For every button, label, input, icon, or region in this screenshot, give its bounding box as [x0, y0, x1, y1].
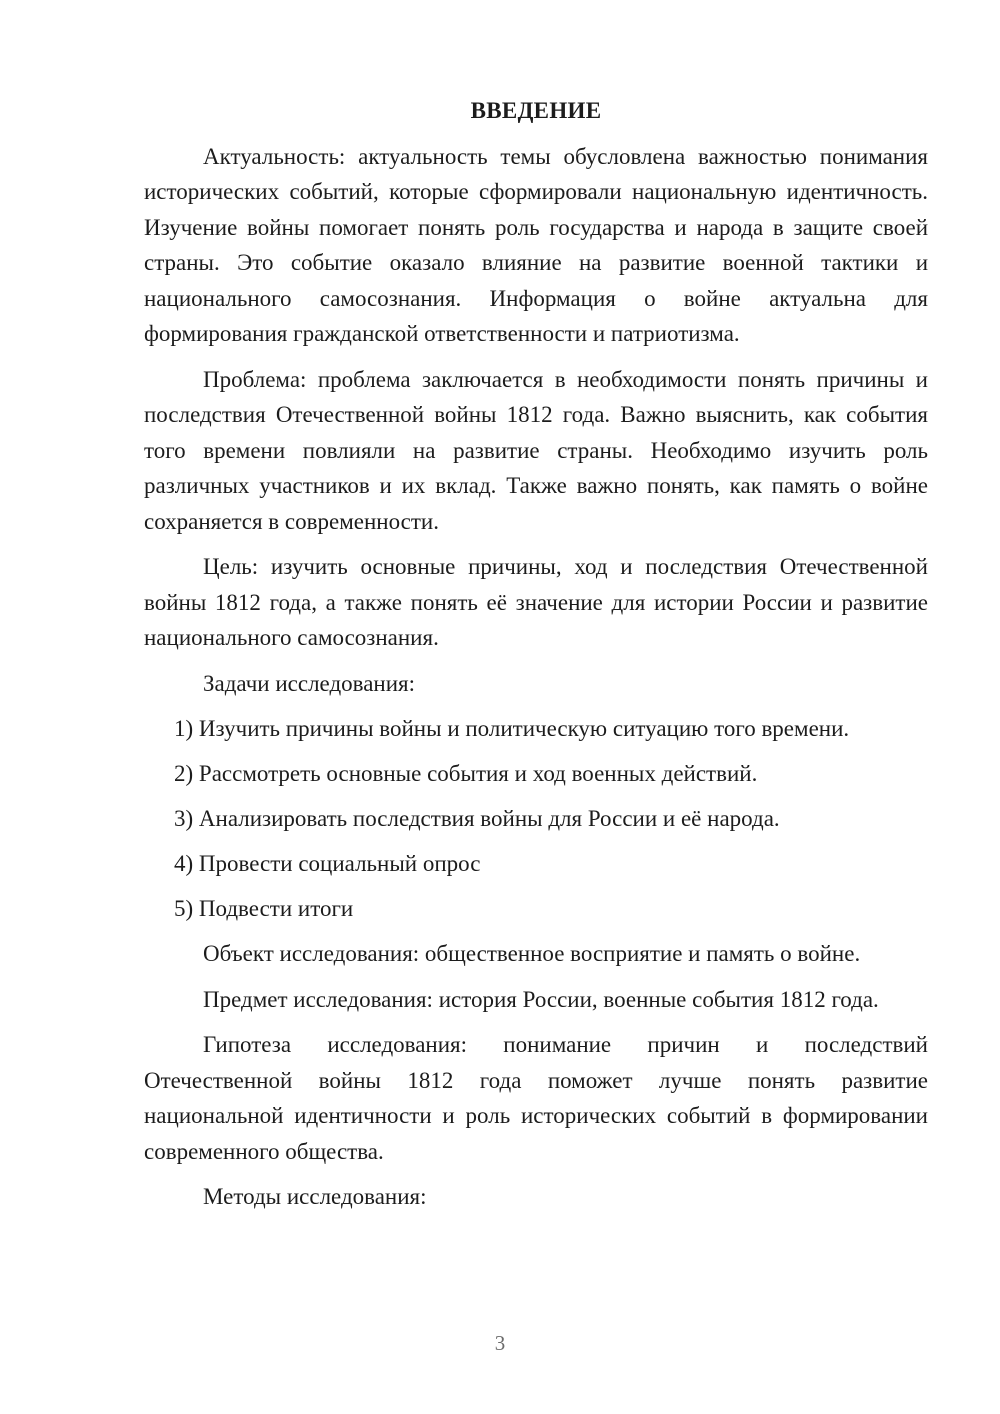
page-title: ВВЕДЕНИЕ	[470, 98, 602, 123]
list-item: 4) Провести социальный опрос	[174, 851, 481, 876]
paragraph-problem: Проблема: проблема заключается в необходимости понять причины и последствия Отечественной войны 1812 года. Важно выяснить, как события того времени повлияли на развитие страны. Необходимо изучить роль различных участников и их вклад. Также важно понять, как память о войне сохраняется в современности.	[144, 366, 928, 534]
paragraph-hypothesis: Гипотеза исследования: понимание причин и последствий Отечественной войны 1812 года поможет лучше понять развитие национальной идентичности и роль исторических событий в формировании современного общества.	[144, 1032, 928, 1164]
list-item: 1) Изучить причины войны и политическую ситуацию того времени.	[174, 716, 850, 741]
page-number: 3	[494, 1331, 506, 1355]
paragraph-object: Объект исследования: общественное восприятие и память о войне.	[203, 941, 861, 966]
list-item: 5) Подвести итоги	[174, 896, 354, 921]
list-item: 3) Анализировать последствия войны для России и её народа.	[174, 806, 780, 831]
paragraph-relevance: Актуальность: актуальность темы обусловлена важностью понимания исторических событий, которые сформировали национальную идентичность. Изучение войны помогает понять роль государства и народа в защите своей страны. Это событие оказало влияние на развитие военной тактики и национального самосознания. Информация о войне актуальна для формирования гражданской ответственности и патриотизма.	[144, 143, 928, 346]
paragraph-subject: Предмет исследования: история России, военные события 1812 года.	[203, 986, 879, 1012]
tasks-list	[144, 711, 928, 927]
methods-heading: Методы исследования:	[203, 1184, 427, 1209]
page-content	[144, 93, 928, 1225]
list-item: 2) Рассмотреть основные события и ход военных действий.	[174, 761, 758, 786]
tasks-heading: Задачи исследования:	[203, 670, 416, 696]
paragraph-goal: Цель: изучить основные причины, ход и последствия Отечественной войны 1812 года, а также понять её значение для истории России и развитие национального самосознания.	[144, 554, 928, 650]
